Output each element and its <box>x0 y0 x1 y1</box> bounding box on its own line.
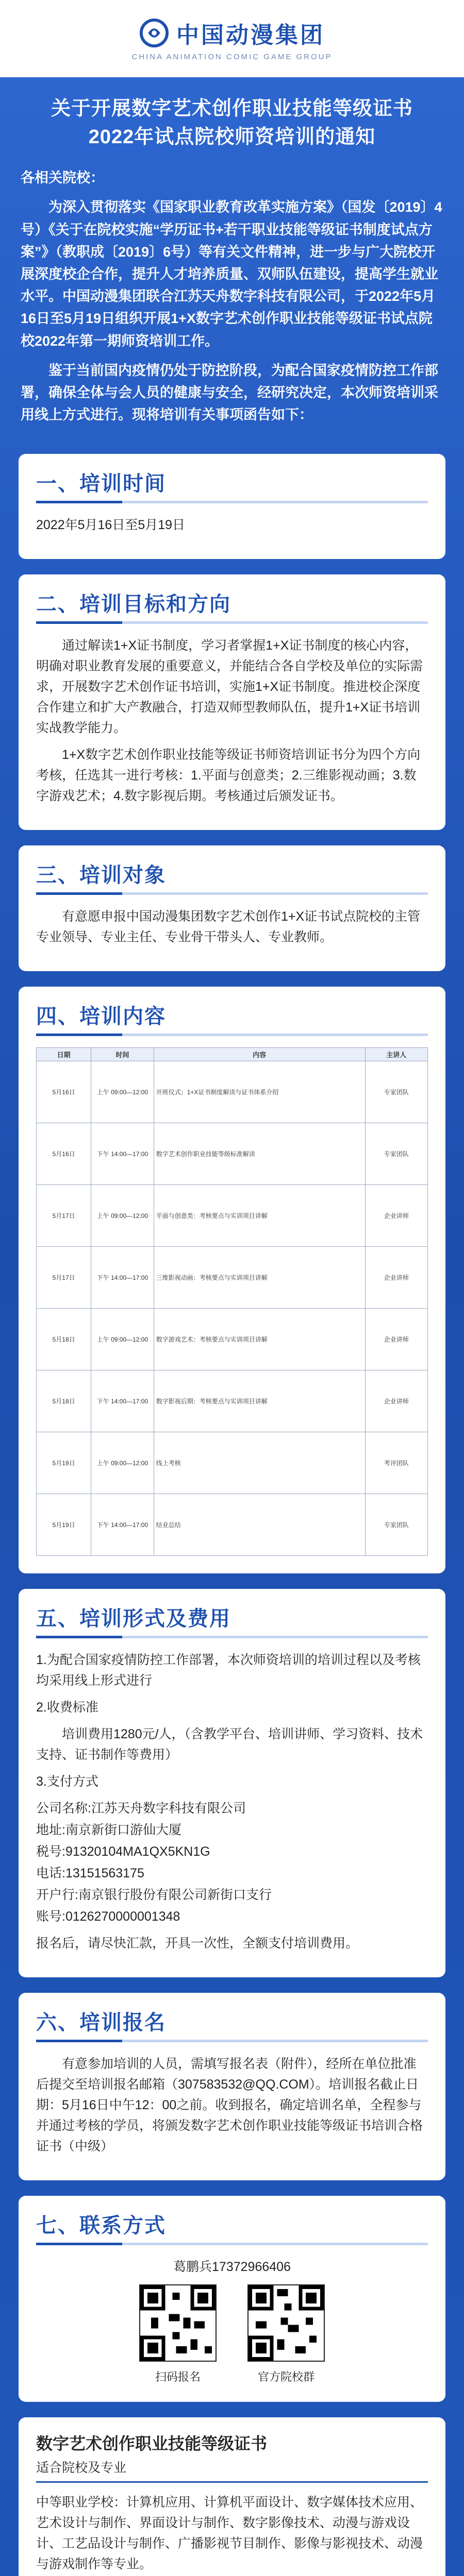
table-row <box>37 1185 428 1247</box>
schedule-header-cell: 主讲人 <box>365 1048 427 1061</box>
schedule-header-cell: 时间 <box>91 1048 154 1061</box>
qr-register[interactable] <box>139 2284 217 2384</box>
section-registration <box>19 1993 445 2180</box>
section-goals <box>19 574 445 830</box>
table-cell: 5月17日 <box>37 1247 91 1309</box>
schedule-header-cell: 内容 <box>154 1048 365 1061</box>
schedule-header-cell: 日期 <box>37 1048 91 1061</box>
payment-line: 账号:0126270000001348 <box>36 1909 180 1924</box>
table-cell: 平面与创意类：考核要点与实训项目讲解 <box>154 1185 365 1247</box>
fee-heading: 2.收费标准 <box>36 1700 98 1715</box>
table-cell: 5月18日 <box>37 1309 91 1370</box>
payment-line: 地址:南京新街口游仙大厦 <box>36 1823 181 1838</box>
table-cell: 5月18日 <box>37 1370 91 1432</box>
logo <box>139 16 325 49</box>
table-cell: 专家团队 <box>365 1494 427 1556</box>
intro-paragraph-2: 鉴于当前国内疫情仍处于防控阶段，为配合国家疫情防控工作部署，确保全体与会人员的健康与安全，经研究决定，本次师资培训采用线上方式进行。现将培训有关事项函告如下： <box>21 362 438 423</box>
qr-codes <box>36 2284 428 2384</box>
qr-code-icon <box>247 2284 325 2362</box>
table-cell: 企业讲师 <box>365 1309 427 1370</box>
section-training-time <box>19 454 445 559</box>
table-row <box>37 1123 428 1185</box>
training-dates: 2022年5月16日至5月19日 <box>36 518 186 533</box>
intro-paragraph-1: 为深入贯彻落实《国家职业教育改革实施方案》（国发〔2019〕4号）《关于在院校实施“学历证书+若干职业技能等级证书制度试点方案”》（教职成〔2019〕6号）等有关文件精神，进一步与广大院校开展深度校企合作，提升人才培养质量、双师队伍建设，提高学生就业水平。中国动漫集团联合江苏天舟数字科技有限公司，于2022年5月16日至5月19日组织开展1+X数字艺术创作职业技能等级证书试点院校2022年第一期师资培训工作。 <box>21 199 442 349</box>
notice-title <box>0 77 464 157</box>
qr-caption: 官方院校群 <box>257 2370 314 2384</box>
logo-text-cn: 中国动漫集团 <box>176 22 325 48</box>
table-cell: 下午 14:00—17:00 <box>91 1370 154 1432</box>
table-cell: 5月16日 <box>37 1061 91 1123</box>
table-cell: 考评团队 <box>365 1432 427 1494</box>
fee-text: 培训费用1280元/人，（含教学平台、培训讲师、学习资料、技术支持、证书制作等费用） <box>36 1727 423 1762</box>
section-audience <box>19 845 445 971</box>
section-title: 二、培训目标和方向 <box>36 593 231 616</box>
table-cell: 5月19日 <box>37 1494 91 1556</box>
payment-line: 开户行:南京银行股份有限公司新街口支行 <box>36 1888 272 1903</box>
section-title: 三、培训对象 <box>36 864 166 887</box>
header <box>0 0 464 77</box>
category-head: 中等职业学校： <box>36 2495 127 2510</box>
table-cell: 专家团队 <box>365 1061 427 1123</box>
section-title: 一、培训时间 <box>36 472 166 496</box>
section-divider <box>36 501 428 503</box>
table-cell: 开班仪式；1+X证书制度解读与证书体系介绍 <box>154 1061 365 1123</box>
table-cell: 下午 14:00—17:00 <box>91 1123 154 1185</box>
payment-heading: 3.支付方式 <box>36 1774 98 1789</box>
section-content <box>19 987 445 1573</box>
table-cell: 5月19日 <box>37 1432 91 1494</box>
table-cell: 数字游戏艺术：考核要点与实训项目讲解 <box>154 1309 365 1370</box>
certificate-subtitle: 适合院校及专业 <box>36 2461 127 2476</box>
school-category <box>36 2492 428 2574</box>
group-logo-icon <box>139 18 169 48</box>
table-cell: 上午 09:00—12:00 <box>91 1185 154 1247</box>
format-text: 1.为配合国家疫情防控工作部署，本次师资培训的培训过程以及考核均采用线上形式进行 <box>36 1653 421 1688</box>
section-divider <box>36 621 428 624</box>
qr-caption: 扫码报名 <box>155 2370 201 2384</box>
qr-code-icon <box>139 2284 217 2362</box>
table-row <box>37 1370 428 1432</box>
section-divider <box>36 1636 428 1638</box>
logo-text-en: CHINA ANIMATION COMIC GAME GROUP <box>131 52 333 61</box>
section-body <box>36 2257 428 2277</box>
table-cell: 数字艺术创作职业技能等级标准解读 <box>154 1123 365 1185</box>
section-divider <box>36 2040 428 2042</box>
contact-person: 葛鹏兵17372966406 <box>173 2260 291 2275</box>
section-divider <box>36 2481 428 2483</box>
section-body <box>36 1650 428 1954</box>
section-title: 六、培训报名 <box>36 2011 166 2035</box>
table-row <box>37 1309 428 1370</box>
table-cell: 上午 09:00—12:00 <box>91 1432 154 1494</box>
section-title: 五、培训形式及费用 <box>36 1607 231 1631</box>
audience-text: 有意愿申报中国动漫集团数字艺术创作1+X证书试点院校的主管专业领导、专业主任、专业骨干带头人、专业教师。 <box>36 909 421 945</box>
table-row <box>37 1247 428 1309</box>
goals-paragraph-2: 1+X数字艺术创作职业技能等级证书师资培训证书分为四个方向考核，任选其一进行考核：1.平面与创意类；2.三维影视动画；3.数字游戏艺术；4.数字影视后期。考核通过后颁发证书。 <box>36 748 421 804</box>
table-row <box>37 1494 428 1556</box>
schedule-table <box>36 1047 428 1556</box>
section-body <box>36 906 428 947</box>
title-line-2: 2022年试点院校师资培训的通知 <box>88 126 376 148</box>
table-cell: 下午 14:00—17:00 <box>91 1247 154 1309</box>
schedule-header-row <box>37 1048 428 1061</box>
section-body <box>36 2054 428 2157</box>
payment-note: 报名后，请尽快汇款，开具一次性，全额支付培训费用。 <box>36 1936 359 1951</box>
title-line-1: 关于开展数字艺术创作职业技能等级证书 <box>51 98 413 120</box>
table-cell: 三维影视动画：考核要点与实训项目讲解 <box>154 1247 365 1309</box>
payment-line: 税号:91320104MA1QX5KN1G <box>36 1844 210 1859</box>
certificate-info <box>19 2417 445 2576</box>
section-body <box>36 635 428 806</box>
table-cell: 企业讲师 <box>365 1370 427 1432</box>
salutation: 各相关院校： <box>21 170 104 186</box>
table-cell: 上午 09:00—12:00 <box>91 1309 154 1370</box>
table-cell: 上午 09:00—12:00 <box>91 1061 154 1123</box>
section-format-fees <box>19 1589 445 1977</box>
certificate-title: 数字艺术创作职业技能等级证书 <box>36 2434 268 2453</box>
table-cell: 线上考核 <box>154 1432 365 1494</box>
payment-line: 公司名称:江苏天舟数字科技有限公司 <box>36 1801 246 1816</box>
table-cell: 企业讲师 <box>365 1247 427 1309</box>
table-cell: 专家团队 <box>365 1123 427 1185</box>
category-text: 计算机应用、计算机平面设计、数字媒体技术应用、艺术设计与制作、界面设计与制作、数字影像技术、动漫与游戏设计、工艺品设计与制作、广播影视节目制作、影像与影视技术、动漫与游戏制作等专业。 <box>36 2495 423 2572</box>
section-divider <box>36 1033 428 1036</box>
table-row <box>37 1061 428 1123</box>
table-cell: 结业总结 <box>154 1494 365 1556</box>
registration-text: 有意参加培训的人员，需填写报名表（附件），经所在单位批准后提交至培训报名邮箱（307583532@QQ.COM）。培训报名截止日期：5月16日中午12：00之前。收到报名，确定培训名单，全程参与并通过考核的学员，将颁发数字艺术创作职业技能等级证书培训合格证书（中级） <box>36 2057 423 2154</box>
section-divider <box>36 2243 428 2245</box>
table-cell: 数字影视后期：考核要点与实训项目讲解 <box>154 1370 365 1432</box>
section-body <box>36 515 428 535</box>
table-cell: 企业讲师 <box>365 1185 427 1247</box>
section-divider <box>36 892 428 895</box>
table-cell: 5月17日 <box>37 1185 91 1247</box>
goals-paragraph-1: 通过解读1+X证书制度，学习者掌握1+X证书制度的核心内容，明确对职业教育发展的重要意义，并能结合各自学校及单位的实际需求，开展数字艺术创作证书培训，实施1+X证书制度。推进校企深度合作建立和扩大产教融合，打造双师型教师队伍，提升1+X证书培训实战教学能力。 <box>36 638 423 736</box>
section-contact <box>19 2196 445 2402</box>
intro <box>0 157 464 438</box>
payment-line: 电话:13151563175 <box>36 1866 144 1881</box>
table-row <box>37 1432 428 1494</box>
section-title: 七、联系方式 <box>36 2214 166 2238</box>
section-title: 四、培训内容 <box>36 1005 166 1028</box>
table-cell: 5月16日 <box>37 1123 91 1185</box>
table-cell: 下午 14:00—17:00 <box>91 1494 154 1556</box>
qr-group[interactable] <box>247 2284 325 2384</box>
